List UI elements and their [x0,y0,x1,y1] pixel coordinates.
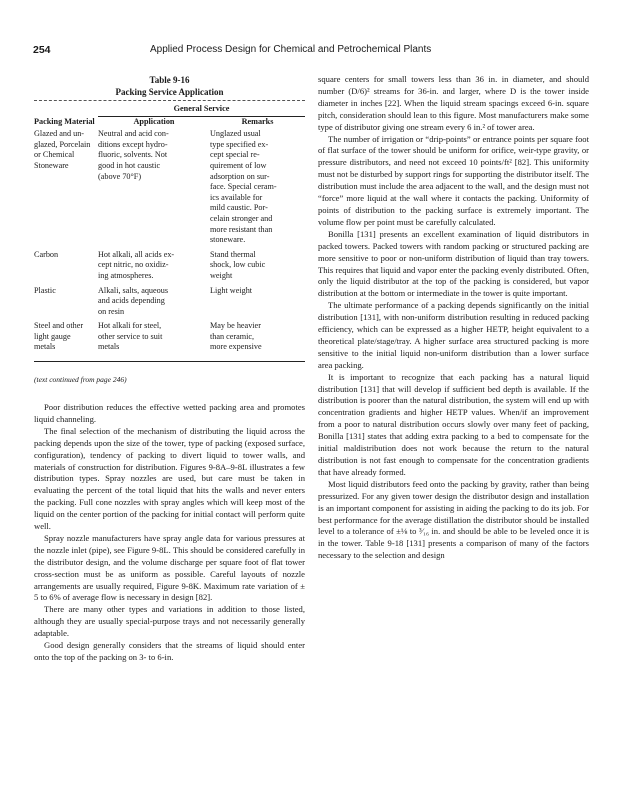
table-top-rule [34,100,305,101]
paragraph: Bonilla [131] presents an excellent examination of liquid distributors in packed towers. Packed towers with random packing or structured packing are more sensitive to poor or non-uniform distribution of liquid than tray towers. This requires that liquid and vapor enter the packing evenly distributed. Often, only the liquid distributor at the top of the packing is considered, but vapor distribution at the bottom or intermediate in the tower is quite important. [318,228,589,299]
cell-line: Hot alkali, all acids ex- [98,249,175,259]
cell-line: Glazed and un- [34,129,85,139]
cell-material [34,250,98,286]
cell-line: more expensive [210,342,262,352]
cell-line: Unglazed usual [210,129,261,139]
paragraph: The number of irrigation or “drip-points” or entrance points per square foot of flat surface of the tower should be uniform for orifice, weir-type gravity, or pressure distributors, and need not exceed 10 points/ft² [82]. This uniformity must not be disturbed by support rings for supporting the distributor itself. The distribution must include the area adjacent to the wall, and the design must not “force” more liquid at the wall where it contacts the packing. Uniformity of points of distribution to the packing surface is extremely important. The volume flow per point must be carefully calculated. [318,133,589,227]
cell-line: weight [210,270,233,280]
cell-line: Light weight [210,285,253,295]
table-number: Table 9-16 [149,75,190,85]
cell-line: type specified ex- [210,139,269,149]
cell-line: ditions except hydro- [98,139,168,149]
cell-line: quirement of low [210,160,267,170]
cell-line: Steel and other [34,321,84,331]
cell-remarks [210,129,305,250]
table-row [34,129,305,250]
paragraph: The final selection of the mechanism of distributing the liquid across the packing depends upon the size of the tower, type of packing (exposed surface, configuration), tendency of packing to divert liquid to tower walls, and materials of construction for distribution. Figures 9-8A–9-8L illustrates a few distribution types. Spray nozzles are used, but care must be taken in evaluating the percent of the total liquid that hits the walls and never enters the packing. Full cone nozzles with spray angles which will keep most of the liquid on the center portion of the packing for initial contact will perform quite well. [34,425,305,532]
table-title: Packing Service Application [115,87,224,97]
left-body-text [34,402,305,664]
cell-line: mild caustic. Por- [210,203,268,213]
cell-line: fluoric, solvents. Not [98,150,168,160]
cell-line: on resin [98,306,125,316]
continued-note: (text continued from page 246) [34,375,127,385]
cell-line: good in hot caustic [98,160,161,170]
table-bottom-rule [34,361,305,362]
cell-line: celain stronger and [210,213,273,223]
header-packing-material: Packing Material [34,116,95,126]
cell-line: May be heavier [210,321,261,331]
cell-line: Stoneware [34,160,69,170]
table-row [34,250,305,286]
cell-line: ics available for [210,192,263,202]
cell-line: cept nitric, no oxidiz- [98,260,169,270]
cell-line: Plastic [34,285,56,295]
cell-line: glazed, Porcelain [34,139,91,149]
cell-remarks [210,321,305,357]
cell-application [98,250,210,286]
cell-material [34,286,98,322]
paragraph: Good design generally considers that the streams of liquid should enter onto the top of the packing on 3- to 6-in. [34,640,305,662]
cell-line: Hot alkali for steel, [98,321,162,331]
table-row [34,321,305,357]
cell-line: metals [34,342,56,352]
cell-line: and acids depending [98,296,165,306]
paragraph: square centers for small towers less than 36 in. in diameter, and should number (D/6)² streams for 36-in. and larger, where D is the tower inside diameter in inches [22]. When the liquid stream spacings exceed 6-in. square pitch, consideration should lean to this figure. Most manufacturers make some type of distributor giving one stream every 6 in.² of tower area. [318,74,589,132]
paragraph: The ultimate performance of a packing depends significantly on the initial distribution [131], with non-uniform distribution resulting in reduced packing efficiency, which can be expressed as a higher HETP, height equivalent to a theoretical plate/stage/tray. A higher surface area structured packing is more sensitive to the initial liquid non-uniform distribution than a lower surface area packing. [318,300,589,370]
cell-application [98,321,210,357]
cell-line: cept special re- [210,150,260,160]
cell-material [34,321,98,357]
paragraph: Spray nozzle manufacturers have spray angle data for various pressures at the nozzle inlet (pipe), see Figure 9-8L. This should be considered carefully in the distributor design, and the volume discharge per square foot of flat tower cross-section must be as uniform as possible. Careful layouts of nozzle arrangements are usually required, Figure 9-8K. Maximum rate variation of ± 5 to 6% of average flow is necessary in design [82]. [34,532,305,603]
paragraph: There are many other types and variations in addition to those listed, although they are usually special-purpose trays and not necessarily generally adaptable. [34,604,305,639]
right-column [318,74,589,562]
table-block [34,74,305,362]
cell-line: adsorption on sur- [210,171,270,181]
table-row [34,286,305,322]
page-header [33,44,588,60]
cell-line: shock, low cubic [210,260,266,270]
cell-line: (above 70°F) [98,171,142,181]
cell-line: metals [98,342,120,352]
cell-line: Alkali, salts, aqueous [98,285,169,295]
cell-line: more resistant than [210,224,273,234]
cell-material [34,129,98,250]
cell-line: stoneware. [210,235,246,245]
cell-line: Stand thermal [210,249,256,259]
cell-line: Carbon [34,249,59,259]
header-application: Application [133,116,175,126]
header-remarks: Remarks [241,116,274,126]
cell-line: ing atmospheres. [98,270,154,280]
table-header [34,104,305,129]
left-column [34,74,305,664]
cell-application [98,286,210,322]
cell-application [98,129,210,250]
paragraph: Most liquid distributors feed onto the packing by gravity, rather than being pressurized. For any given tower design the distributor design and installation is an important component for assisting in aiding the packing to do its job. For best performance for the average distillation the distributor should be installed level to a tolerance of ±⅛ to ³⁄₁₆ in. and should be able to be leveled once it is in the tower. Table 9-18 [131] presents a comparison of many of the factors necessary to the selection and design [318,478,589,561]
paragraph: It is important to recognize that each packing has a natural liquid distribution [131] that will develop if sufficient bed depth is available. If the distribution is poorer than the natural distribution, the system will end up with concentration gradients and higher HETP values. When/if an improvement from a poor to natural distribution occurs slowly over many feet of packing, Bonilla [131] states that adding extra packing to a bed to compensate for the initial maldistribution does not work because the return to the natural distribution is not fast enough to compensate for the concentration gradients that have already formed. [318,371,589,477]
cell-line: or Chemical [34,150,75,160]
cell-line: than ceramic, [210,331,255,341]
cell-line: face. Special ceram- [210,182,277,192]
cell-remarks [210,286,305,322]
cell-line: other service to suit [98,331,163,341]
cell-line: Neutral and acid con- [98,129,169,139]
running-title: Applied Process Design for Chemical and Petrochemical Plants [150,44,432,55]
cell-remarks [210,250,305,286]
cell-line: light gauge [34,331,71,341]
packing-service-table [34,104,305,357]
paragraph: Poor distribution reduces the effective wetted packing area and promotes liquid channeling. [34,401,305,424]
page-number: 254 [33,44,51,56]
header-general-service: General Service [98,104,305,116]
table-body [34,129,305,357]
